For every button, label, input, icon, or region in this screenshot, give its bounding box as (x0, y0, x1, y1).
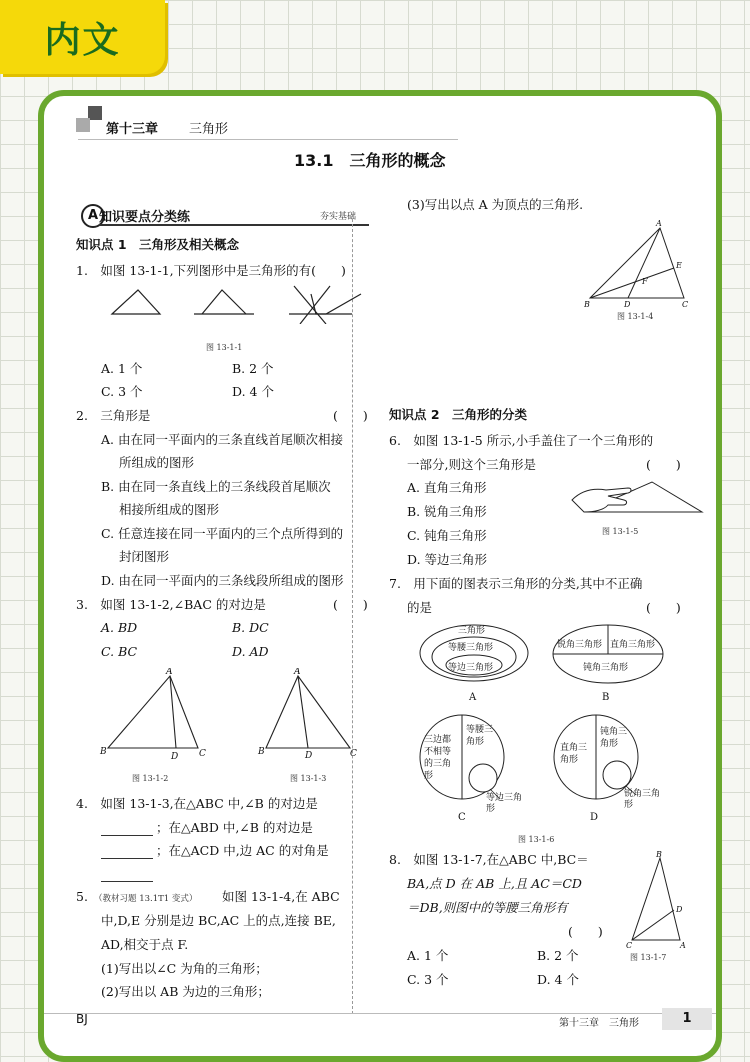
q1-option-a[interactable]: A. 1 个 (101, 361, 143, 376)
svg-text:D: D (676, 905, 683, 914)
q7-c-right-label: 等腰三角形 (466, 725, 494, 747)
q7-a-choice-label: A (469, 692, 477, 703)
q8-option-d[interactable]: D. 4 个 (537, 972, 579, 987)
banner-title: 知识要点分类练 (99, 210, 191, 225)
q4-blank-1[interactable] (101, 823, 153, 836)
footer-chapter: 第十三章 三角形 (559, 1018, 639, 1029)
q5-line-1: 如图 13-1-4,在 ABC (222, 889, 340, 904)
q1-option-c[interactable]: C. 3 个 (101, 384, 143, 399)
svg-text:C: C (199, 749, 206, 759)
q7-c-left-label: 三边都不相等的三角形 (424, 735, 452, 781)
q8-option-b[interactable]: B. 2 个 (537, 948, 579, 963)
q6-option-a[interactable]: A. 直角三角形 (407, 480, 487, 495)
knowledge-point-1: 知识点 1 三角形及相关概念 (76, 237, 240, 252)
q3-option-d[interactable]: D. AD (232, 644, 269, 659)
q2-answer-paren[interactable]: ( ) (333, 408, 368, 423)
q2-line: A. 由在同一平面内的三条直线首尾顺次相接 (101, 432, 343, 447)
q7-d-choice-label: D (590, 812, 599, 823)
q7-a-mid-label: 等腰三角形 (448, 643, 494, 653)
fig-13-1-7 (624, 848, 696, 950)
q3-option-b[interactable]: B. DC (232, 620, 269, 635)
q5-sub-2: (2)写出以 AB 为边的三角形； (101, 984, 270, 999)
q7-c-inner-label: 等边三角形 (486, 793, 523, 814)
fig-13-1-6-caption: 图 13-1-6 (518, 835, 555, 844)
q7-a-inner-label: 等边三角形 (448, 663, 494, 673)
worksheet-page (44, 96, 716, 1056)
fig-13-1-4-caption: 图 13-1-4 (617, 312, 654, 321)
q7-d-left-label: 直角三角形 (560, 743, 588, 765)
q4-line-3: ；在△ACD 中,边 AC 的对角是 (156, 843, 329, 858)
fig-cross-line-3 (300, 286, 330, 324)
chapter-title: 三角形 (189, 122, 229, 137)
fig-13-1-5 (564, 478, 709, 520)
svg-text:D: D (624, 300, 631, 308)
svg-text:E: E (676, 261, 682, 270)
q2-line: D. 由在同一平面内的三条线段所组成的图形 (101, 573, 344, 588)
q6-answer-paren[interactable]: ( ) (646, 457, 681, 472)
q8-line-1: 8. 如图 13-1-7,在△ABC 中,BC＝ (389, 852, 589, 867)
q6-line-2: 一部分,则这个三角形是 (407, 457, 536, 472)
q7-a-outer-label: 三角形 (458, 626, 486, 636)
q5-sub-3: (3)写出以点 A 为顶点的三角形. (407, 197, 584, 212)
q7-line-2: 的是 (407, 600, 433, 615)
banner-rule (99, 224, 369, 226)
page-frame (38, 90, 722, 1062)
svg-text:A: A (166, 668, 173, 677)
q5-source-tag: （教材习题 13.1T1 变式） (94, 894, 198, 904)
q2-line: 所组成的图形 (119, 455, 195, 470)
banner-sub: 夯实基础 (320, 212, 357, 222)
svg-text:B: B (258, 747, 265, 757)
q3-figures (98, 668, 358, 773)
q1-stem: 1. 如图 13-1-1,下列图形中是三角形的有( ) (76, 263, 346, 278)
banner-letter-icon: A (81, 204, 105, 228)
q7-b-bottom-label: 钝角三角形 (583, 663, 629, 673)
q8-option-c[interactable]: C. 3 个 (407, 972, 449, 987)
fig-triangle (112, 290, 160, 314)
fig-13-1-2-caption: 图 13-1-2 (132, 774, 169, 783)
fig-open-angle (202, 290, 246, 314)
q2-line: 封闭图形 (119, 549, 170, 564)
svg-text:F: F (642, 277, 648, 286)
fig-13-1-4 (584, 218, 702, 308)
q7-d-inner-label: 锐角三角形 (624, 789, 661, 810)
q3-option-c[interactable]: C. BC (101, 644, 138, 659)
q5-number: 5. (76, 889, 88, 904)
section-tag (0, 0, 165, 74)
chapter-mark-icon-2 (76, 118, 90, 132)
q1-option-d[interactable]: D. 4 个 (232, 384, 274, 399)
fig-13-1-5-caption: 图 13-1-5 (602, 527, 639, 536)
q3-option-a[interactable]: A. BD (101, 620, 138, 635)
svg-text:D: D (305, 751, 313, 761)
q8-option-a[interactable]: A. 1 个 (407, 948, 449, 963)
header-rule (78, 139, 458, 140)
q6-option-d[interactable]: D. 等边三角形 (407, 552, 488, 567)
svg-text:C: C (682, 300, 689, 308)
q7-b-left-label: 锐角三角形 (557, 640, 603, 650)
section-title: 13.1 三角形的概念 (294, 151, 446, 170)
column-divider (352, 214, 353, 1014)
q2-line: C. 任意连接在同一平面内的三个点所得到的 (101, 526, 344, 541)
svg-text:A: A (680, 941, 686, 950)
q7-b-right-label: 直角三角形 (610, 640, 656, 650)
fig-13-1-3-caption: 图 13-1-3 (290, 774, 327, 783)
q7-answer-paren[interactable]: ( ) (646, 600, 681, 615)
svg-text:A: A (294, 668, 301, 677)
q6-option-c[interactable]: C. 钝角三角形 (407, 528, 487, 543)
q7-c-choice-label: C (458, 812, 466, 823)
q2-stem: 2. 三角形是 (76, 408, 151, 423)
q3-stem: 3. 如图 13-1-2,∠BAC 的对边是 (76, 597, 266, 612)
q5-line-3: AD,相交于点 F. (101, 937, 189, 952)
q5-sub-1: (1)写出以∠C 为角的三角形； (101, 961, 268, 976)
fig-13-1-7-caption: 图 13-1-7 (630, 953, 667, 962)
q4-blank-2[interactable] (101, 846, 153, 859)
svg-text:A: A (656, 219, 662, 228)
q8-line-2: BA,点 D 在 AB 上,且 AC＝CD (407, 876, 582, 891)
q2-line: B. 由在同一条直线上的三条线段首尾顺次 (101, 479, 331, 494)
svg-text:B: B (100, 747, 107, 757)
q7-line-1: 7. 用下面的图表示三角形的分类,其中不正确 (389, 576, 643, 591)
fig-cross-line-2 (294, 286, 326, 324)
page-number: 1 (662, 1008, 712, 1030)
svg-text:D: D (171, 752, 179, 762)
q6-option-b[interactable]: B. 锐角三角形 (407, 504, 487, 519)
q6-line-1: 6. 如图 13-1-5 所示,小手盖住了一个三角形的 (389, 433, 654, 448)
q1-figures (104, 284, 374, 324)
svg-text:C: C (626, 941, 633, 950)
knowledge-point-2: 知识点 2 三角形的分类 (389, 407, 528, 422)
q2-line: 相接所组成的图形 (119, 502, 220, 517)
q5-line-2: 中,D,E 分别是边 BC,AC 上的点,连接 BE, (101, 913, 336, 928)
q4-line-2: ；在△ABD 中,∠B 的对边是 (156, 820, 313, 835)
q8-line-3: ＝DB,则图中的等腰三角形有 (407, 900, 568, 915)
footer-edition: BJ (76, 1012, 88, 1026)
q1-figure-caption: 图 13-1-1 (206, 343, 243, 352)
chapter-mark-icon (88, 106, 102, 120)
fig-open-quad (311, 294, 361, 314)
q7-diagram-b[interactable] (551, 623, 666, 685)
q7-b-choice-label: B (602, 692, 610, 703)
chapter-number: 第十三章 (106, 122, 159, 137)
section-tag-text: 内文 (44, 19, 121, 61)
q3-answer-paren[interactable]: ( ) (333, 597, 368, 612)
svg-text:C: C (350, 749, 357, 759)
q1-option-b[interactable]: B. 2 个 (232, 361, 274, 376)
q4-line-1: 4. 如图 13-1-3,在△ABC 中,∠B 的对边是 (76, 796, 318, 811)
q7-d-right-label: 钝角三角形 (600, 727, 628, 749)
hand-icon (572, 488, 631, 512)
q4-blank-3[interactable] (101, 869, 153, 882)
q8-answer-paren[interactable]: ( ) (568, 924, 603, 939)
svg-text:B: B (584, 300, 590, 308)
svg-text:B: B (656, 850, 662, 859)
